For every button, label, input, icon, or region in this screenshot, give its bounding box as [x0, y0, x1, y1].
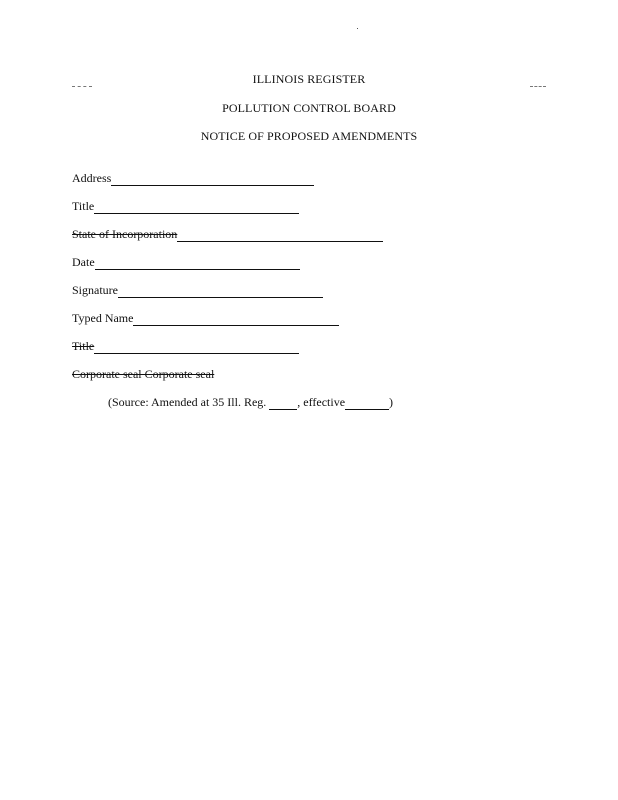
- register-volume-blank: [269, 398, 297, 410]
- signature-label: Signature: [72, 283, 118, 297]
- typed-name-row: [72, 311, 339, 327]
- date-row: [72, 255, 300, 271]
- source-note: [108, 395, 393, 410]
- source-prefix: (Source: Amended at 35 Ill. Reg.: [108, 395, 267, 409]
- address-row: [72, 171, 314, 187]
- board-heading: POLLUTION CONTROL BOARD: [222, 101, 396, 115]
- typed-name-label: Typed Name: [72, 311, 134, 325]
- title-label: Title: [72, 199, 95, 213]
- title2-row: [72, 339, 299, 355]
- signature-row: [72, 283, 323, 299]
- title-line: [94, 202, 299, 214]
- date-label: Date: [72, 255, 95, 269]
- state-of-incorporation-label: State of Incorporation: [72, 227, 178, 241]
- source-middle: , effective: [297, 395, 346, 409]
- source-suffix: ): [389, 395, 394, 409]
- signature-line: [118, 286, 323, 298]
- title-row: [72, 199, 299, 215]
- effective-date-blank: [345, 398, 389, 410]
- register-heading: ILLINOIS REGISTER: [252, 72, 366, 86]
- date-line: [95, 258, 300, 270]
- address-line: [111, 174, 314, 186]
- notice-heading: NOTICE OF PROPOSED AMENDMENTS: [200, 129, 418, 143]
- typed-name-line: [133, 314, 339, 326]
- title2-label: Title: [72, 339, 95, 353]
- scan-speck: [357, 28, 358, 29]
- address-label: Address: [72, 171, 112, 185]
- state-line: [177, 230, 383, 242]
- title2-line: [94, 342, 299, 354]
- state-row: [72, 227, 383, 243]
- corporate-seal-text: Corporate seal Corporate seal: [72, 367, 215, 381]
- corporate-seal-row: [72, 367, 214, 383]
